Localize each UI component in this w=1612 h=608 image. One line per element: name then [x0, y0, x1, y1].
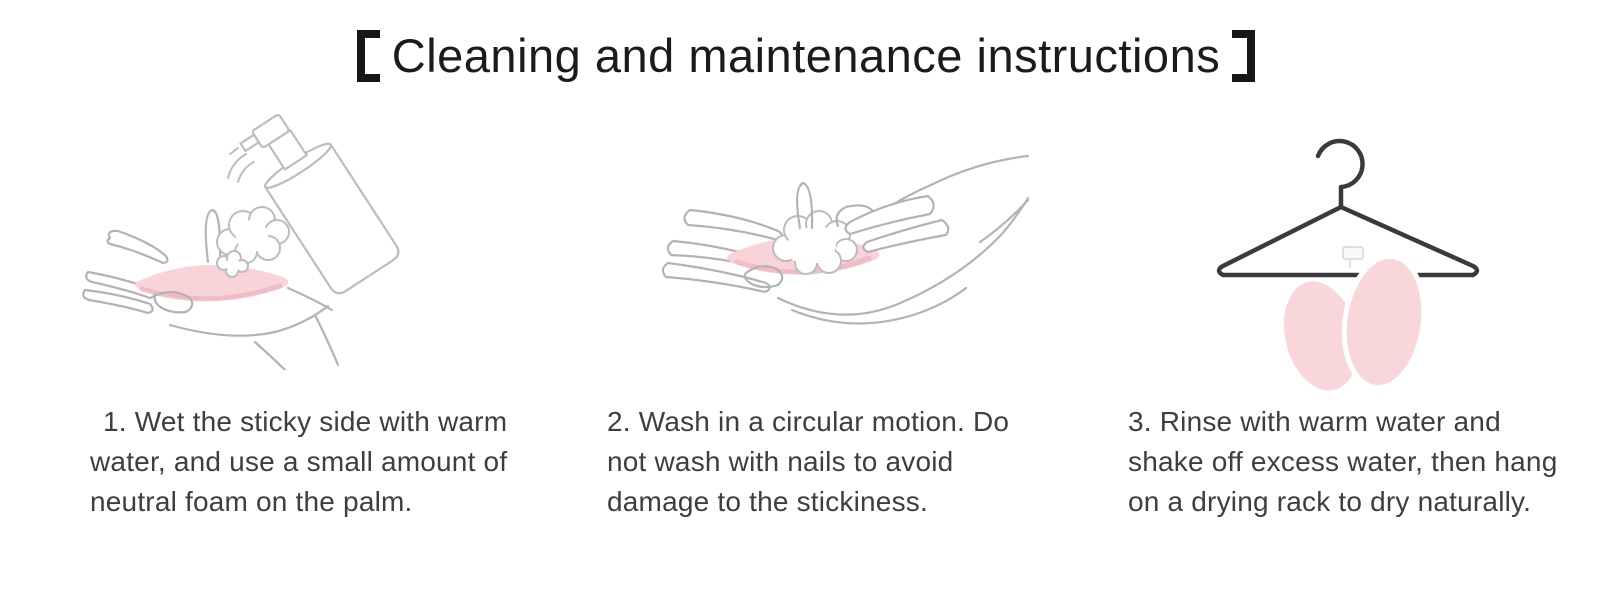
palm-and-wrist-lines-icon: [155, 288, 338, 370]
caption-line: not wash with nails to avoid: [607, 446, 954, 477]
right-lenticular-bracket: [1230, 30, 1255, 82]
step-2-caption: [607, 402, 1009, 522]
step-1-illustration: [80, 110, 420, 370]
hands-washing-pad-icon: [630, 140, 1030, 370]
caption-line: damage to the stickiness.: [607, 486, 928, 517]
step-2-illustration: [630, 140, 1030, 370]
caption-line: 1. Wet the sticky side with warm: [103, 406, 508, 437]
step-3-caption: [1128, 402, 1557, 522]
caption-line: neutral foam on the palm.: [90, 486, 413, 517]
caption-line: 2. Wash in a circular motion. Do: [607, 406, 1010, 437]
caption-line: shake off excess water, then hang: [1128, 446, 1558, 477]
page-title: [0, 26, 1612, 86]
clip-icon: [1343, 247, 1363, 268]
step-1-caption: [90, 402, 507, 522]
spray-foam-on-pad-icon: [80, 110, 420, 370]
caption-line: water, and use a small amount of: [90, 446, 508, 477]
spray-bottle-icon: [236, 110, 402, 297]
left-lenticular-bracket: [357, 30, 382, 82]
spray-lines-icon: [228, 148, 254, 182]
page-title-text: Cleaning and maintenance instructions: [391, 29, 1221, 82]
step-3-illustration: [1190, 110, 1510, 400]
caption-line: on a drying rack to dry naturally.: [1128, 486, 1532, 517]
pads-drying-on-hanger-icon: [1190, 110, 1510, 400]
caption-line: 3. Rinse with warm water and: [1128, 406, 1501, 437]
